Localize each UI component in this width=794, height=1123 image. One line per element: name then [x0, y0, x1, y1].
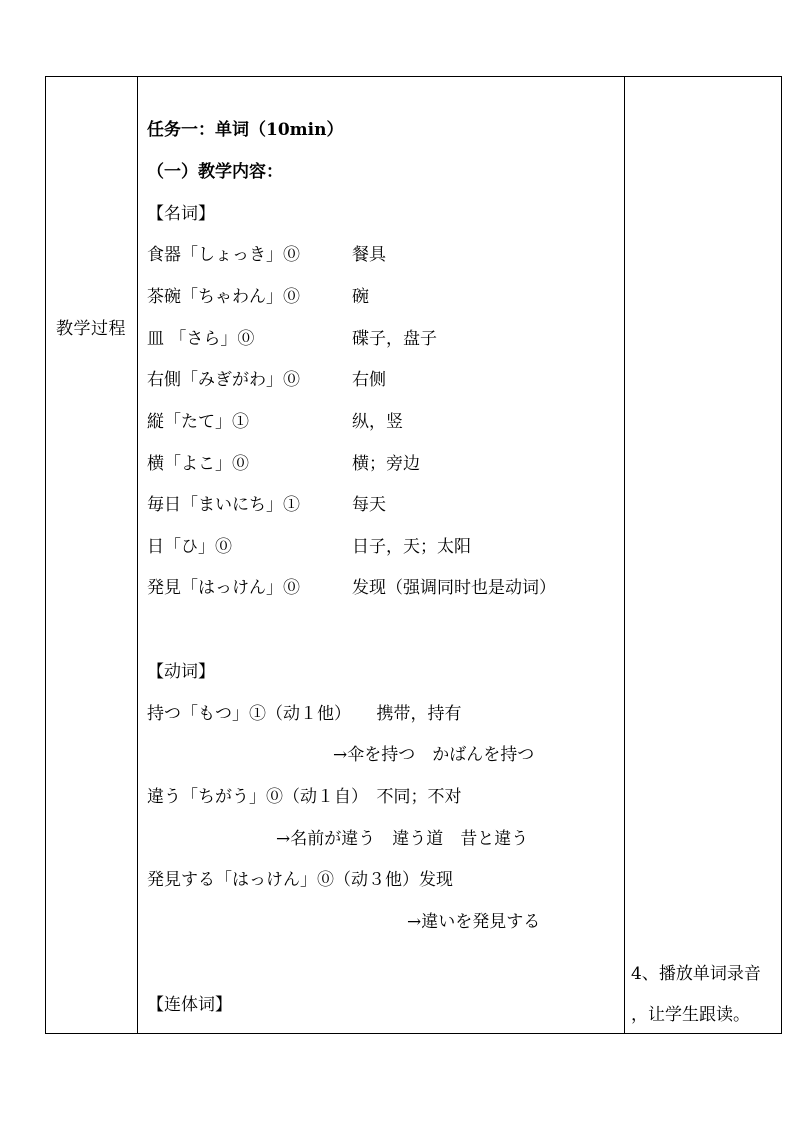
content-cell	[138, 77, 625, 1033]
noun-word: 皿 「さら」⓪	[147, 329, 255, 349]
noun-word: 縦「たて」①	[147, 412, 249, 432]
noun-entry	[147, 577, 556, 599]
noun-word: 毎日「まいにち」①	[147, 495, 300, 515]
noun-meaning: 碗	[352, 287, 369, 307]
noun-word: 右側「みぎがわ」⓪	[147, 370, 300, 390]
row-label: 教学过程	[56, 319, 126, 339]
lesson-plan-table	[45, 76, 782, 1034]
adnominal-header: 【连体词】	[147, 995, 232, 1015]
noun-entry	[147, 411, 403, 433]
verb-entry: 違う「ちがう」⓪（动１自） 不同；不对	[147, 787, 462, 807]
task-title: 任务一：单词（10min）	[147, 120, 344, 140]
noun-entry	[147, 453, 420, 475]
noun-entry	[147, 494, 386, 516]
note-line-2: ，让学生跟读。	[631, 1005, 750, 1025]
verb-example: →伞を持つ かばんを持つ	[333, 745, 535, 765]
note-line-1: 4、播放单词录音	[631, 964, 761, 984]
noun-word: 日「ひ」⓪	[147, 537, 232, 557]
noun-meaning: 餐具	[352, 245, 386, 265]
verbs-header: 【动词】	[147, 662, 215, 682]
verb-example: →違いを発見する	[407, 912, 541, 932]
section-title: （一）教学内容：	[147, 162, 283, 182]
noun-meaning: 碟子，盘子	[352, 329, 437, 349]
noun-meaning: 发现（强调同时也是动词）	[352, 578, 556, 598]
noun-meaning: 日子，天；太阳	[352, 537, 471, 557]
noun-word: 横「よこ」⓪	[147, 454, 249, 474]
noun-meaning: 纵，竖	[352, 412, 403, 432]
noun-meaning: 横；旁边	[352, 454, 420, 474]
noun-entry	[147, 328, 437, 350]
verb-entry: 持つ「もつ」①（动１他） 携带，持有	[147, 704, 462, 724]
noun-entry	[147, 244, 386, 266]
noun-meaning: 每天	[352, 495, 386, 515]
noun-word: 茶碗「ちゃわん」⓪	[147, 287, 300, 307]
notes-cell	[625, 77, 781, 1033]
noun-word: 発見「はっけん」⓪	[147, 578, 300, 598]
noun-meaning: 右侧	[352, 370, 386, 390]
noun-entry	[147, 369, 386, 391]
noun-word: 食器「しょっき」⓪	[147, 245, 300, 265]
noun-entry	[147, 286, 369, 308]
verb-example: →名前が違う 違う道 昔と違う	[276, 829, 529, 849]
row-label-cell	[46, 77, 138, 1033]
noun-entry	[147, 536, 471, 558]
verb-entry: 発見する「はっけん」⓪（动３他）发现	[147, 870, 453, 890]
nouns-header: 【名词】	[147, 204, 215, 224]
